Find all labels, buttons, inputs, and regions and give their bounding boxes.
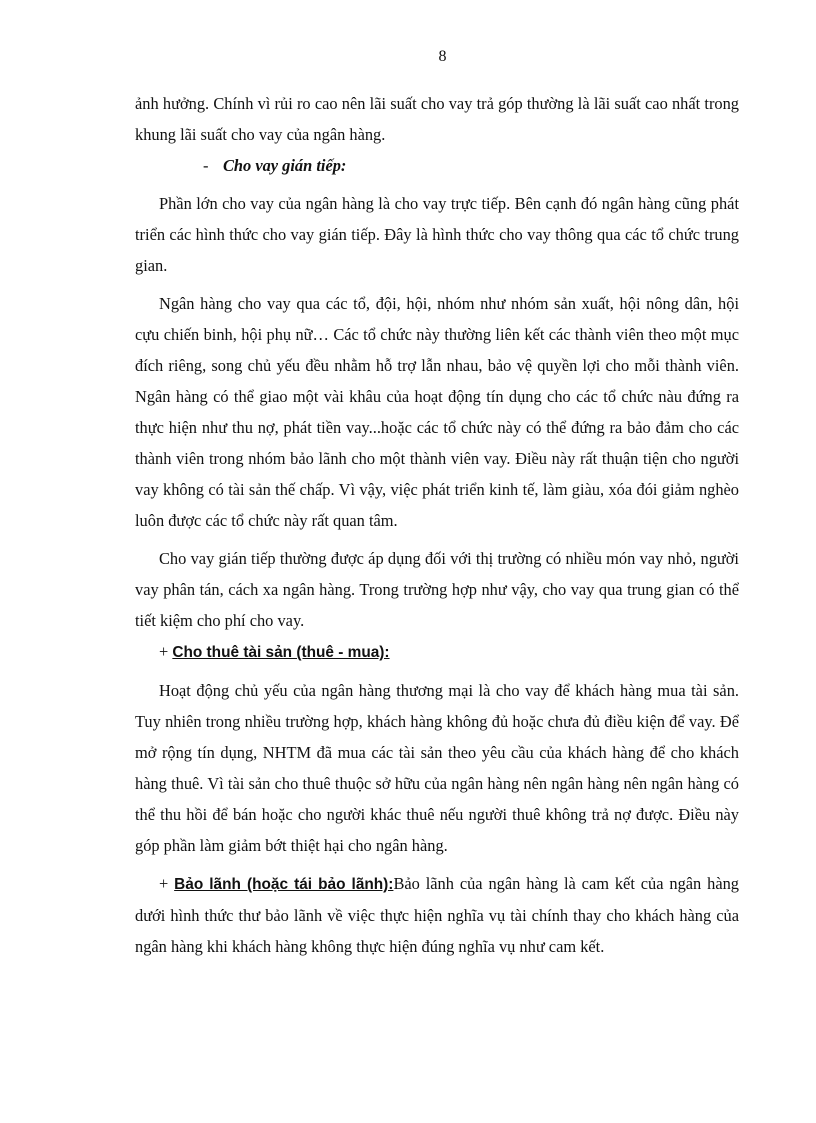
plus-bullet: + [159, 642, 169, 661]
guarantee-text: Bảo lãnh của ngân hàng là cam kết của ngân hàng dưới hình thức thư bảo lãnh về việc thực hiện nghĩa vụ tài chính thay cho khách hàng của ngân hàng khi khách hàng không thực hiện đúng nghĩa vụ như cam kết. [135, 874, 739, 956]
intro-paragraph: ảnh hưởng. Chính vì rủi ro cao nên lãi suất cho vay trả góp thường là lãi suất cao nhất trong khung lãi suất cho vay của ngân hàng. [135, 94, 739, 144]
dash-bullet: - [203, 156, 209, 175]
guarantee-heading: Bảo lãnh (hoặc tái bảo lãnh): [174, 876, 394, 893]
leasing-paragraph: Hoạt động chủ yếu của ngân hàng thương mại là cho vay để khách hàng mua tài sản. Tuy nhiên trong nhiều trường hợp, khách hàng không đủ hoặc chưa đủ điều kiện để vay. Để mở rộng tín dụng, NHTM đã mua các tài sản theo yêu cầu của khách hàng để cho khách hàng thuê. Vì tài sản cho thuê thuộc sở hữu của ngân hàng nên ngân hàng nên ngân hàng có thể thu hồi để bán hoặc cho người khác thuê nếu người thuê không trả nợ được. Điều này góp phần làm giảm bớt thiệt hại cho ngân hàng. [135, 681, 739, 855]
indirect-loan-paragraph-2: Ngân hàng cho vay qua các tổ, đội, hội, nhóm như nhóm sản xuất, hội nông dân, hội cựu chiến binh, hội phụ nữ… Các tổ chức này thường liên kết các thành viên theo một mục đích riêng, song chủ yếu đều nhằm hỗ trợ lẫn nhau, bảo vệ quyền lợi cho mỗi thành viên. Ngân hàng có thể giao một vài khâu của hoạt động tín dụng cho các tổ chức nàu đứng ra thực hiện như thu nợ, phát tiền vay...hoặc các tổ chức này có thể đứng ra bảo đảm cho các thành viên trong nhóm bảo lãnh cho một thành viên vay. Điều này rất thuận tiện cho người vay không có tài sản thế chấp. Vì vậy, việc phát triển kinh tế, làm giàu, xóa đói giảm nghèo luôn được các tổ chức này rất quan tâm. [135, 294, 739, 530]
document-body [135, 88, 739, 962]
leasing-heading-text: Cho thuê tài sản (thuê - mua): [172, 644, 390, 661]
indirect-loan-heading [135, 150, 739, 181]
indirect-loan-heading-text: Cho vay gián tiếp: [223, 156, 347, 175]
indirect-loan-paragraph-1: Phần lớn cho vay của ngân hàng là cho vay trực tiếp. Bên cạnh đó ngân hàng cũng phát triển các hình thức cho vay gián tiếp. Đây là hình thức cho vay thông qua các tổ chức trung gian. [135, 194, 739, 275]
leasing-heading [135, 636, 739, 668]
indirect-loan-paragraph-3: Cho vay gián tiếp thường được áp dụng đối với thị trường có nhiều món vay nhỏ, người vay phân tán, cách xa ngân hàng. Trong trường hợp như vậy, cho vay qua trung gian có thể tiết kiệm cho phí cho vay. [135, 549, 739, 630]
plus-bullet: + [159, 874, 169, 893]
page-number: 8 [438, 48, 447, 65]
guarantee-paragraph [135, 868, 739, 962]
